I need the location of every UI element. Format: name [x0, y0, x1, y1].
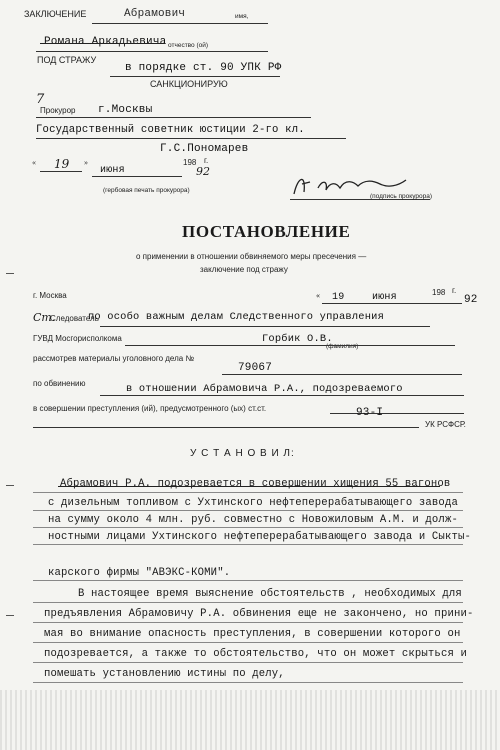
intro-date-line: [322, 303, 462, 304]
intro-quote-open: «: [316, 291, 320, 300]
scan-noise: [0, 690, 500, 750]
body-line-4: ностными лицами Ухтинского нефтеперерабатывающего завода и Сыкты-: [48, 531, 471, 543]
investigator-name: Горбик О.В.: [262, 333, 333, 345]
margin-mark-2: [6, 485, 14, 486]
body-line-10: помешать установлению истины по делу,: [44, 668, 285, 680]
article-line: [33, 427, 419, 428]
prosecutor-line: [36, 117, 311, 118]
accused-first-name: Романа Аркадьевича: [44, 36, 167, 48]
body-rule-8: [33, 642, 463, 643]
conclusion-label: ЗАКЛЮЧЕНИЕ: [24, 9, 87, 19]
order-article: в порядке ст. 90 УПК РФ: [125, 62, 282, 74]
prosecutor-handwritten-number: 7: [36, 92, 45, 107]
month-line: [92, 176, 182, 177]
margin-mark-3: [6, 615, 14, 616]
body-rule-5: [33, 580, 463, 581]
senior-mark: Ст.: [33, 311, 56, 324]
under-guard-label: ПОД СТРАЖУ: [37, 55, 97, 65]
document-title: ПОСТАНОВЛЕНИЕ: [182, 222, 351, 241]
intro-day: 19: [332, 292, 345, 303]
body-rule-6: [33, 602, 463, 603]
title-subtitle-1: о применении в отношении обвиняемого меры пресечения —: [136, 252, 367, 261]
sanction-label: САНКЦИОНИРУЮ: [150, 79, 228, 89]
crime-label: в совершении преступления (ий), предусмотренного (ых) ст.ст.: [33, 404, 267, 413]
crime-line: [330, 413, 464, 414]
quote-mark-open: «: [32, 158, 36, 167]
crime-article: 93-I: [356, 407, 384, 419]
seal-hint: (гербовая печать прокурора): [103, 187, 190, 194]
investigator-unit: по особо важным делам Следственного управления: [88, 311, 385, 323]
body-line-6: В настоящее время выяснение обстоятельств , необходимых для: [78, 588, 462, 600]
reviewed-label: рассмотрев материалы уголовного дела №: [33, 354, 195, 363]
intro-month: июня: [372, 292, 397, 303]
body-rule-2: [33, 510, 463, 511]
case-line: [222, 374, 462, 375]
body-rule-9: [33, 662, 463, 663]
header-day: 19: [54, 157, 70, 171]
surname-hint: (фамилия): [326, 343, 359, 350]
body-strike-1: [58, 486, 440, 487]
prosecutor-rank: Государственный советник юстиции 2-го кл.: [36, 124, 305, 136]
intro-city: г. Москва: [33, 291, 67, 300]
rank-line: [36, 138, 346, 139]
body-rule-1: [33, 492, 463, 493]
body-rule-4: [33, 544, 463, 545]
body-line-9: подозревается, а также то обстоятельство, что он может скрыться и: [44, 648, 467, 660]
signature-hint: (подпись прокурора): [370, 193, 433, 200]
charge-typed: в отношении Абрамовича Р.А., подозреваемого: [126, 383, 403, 395]
intro-year-hand: 92: [464, 294, 478, 306]
criminal-code: УК РСФСР.: [425, 420, 466, 429]
accused-surname: Абрамович: [124, 8, 186, 20]
body-line-5: карского фирмы "АВЭКС-КОМИ".: [48, 567, 231, 579]
body-rule-3: [33, 527, 463, 528]
name-strike: [40, 43, 165, 44]
day-line: [40, 171, 82, 172]
body-line-1: Абрамович Р.А. подозревается в совершении хищения 55 вагонов: [60, 478, 451, 490]
prosecutor-label: Прокурор: [40, 106, 76, 115]
case-number: 79067: [238, 362, 273, 374]
title-subtitle-2: заключение под стражу: [200, 265, 288, 274]
name-line: [92, 23, 268, 24]
body-line-7: предъявления Абрамовичу Р.А. обвинения еще не закончено, но прини-: [44, 608, 474, 620]
prosecutor-name: Г.С.Пономарев: [160, 143, 249, 155]
established-heading: У С Т А Н О В И Л:: [190, 448, 295, 459]
body-rule-7: [33, 622, 463, 623]
header-year-hand: 92: [196, 165, 210, 178]
patronymic-line: [36, 51, 268, 52]
investigator-line: [100, 326, 430, 327]
charge-line: [100, 395, 464, 396]
header-year-suffix: г.: [204, 156, 209, 165]
body-line-3: на сумму около 4 млн. руб. совместно с Новожиловым А.М. и долж-: [48, 514, 458, 526]
intro-year-suffix: г.: [452, 286, 457, 295]
body-rule-10: [33, 682, 463, 683]
guvd-label: ГУВД Мосгорисполкома: [33, 334, 122, 343]
investigator-label: Следователь: [50, 314, 99, 323]
prosecutor-city: г.Москвы: [98, 104, 153, 116]
body-line-8: мая во внимание опасность преступления, в совершении которого он: [44, 628, 461, 640]
order-line: [110, 76, 280, 77]
body-line-2: с дизельным топливом с Ухтинского нефтеперерабатывающего завода: [48, 497, 458, 509]
margin-mark-1: [6, 273, 14, 274]
intro-year-printed: 198: [432, 288, 446, 297]
name-hint: имя,: [235, 13, 249, 20]
quote-mark-close: »: [84, 158, 88, 167]
patronymic-hint: отчество (ой): [168, 42, 209, 49]
header-year-printed: 198: [183, 158, 197, 167]
guvd-line: [125, 345, 455, 346]
header-month: июня: [100, 165, 125, 176]
charge-label: по обвинению: [33, 379, 86, 388]
